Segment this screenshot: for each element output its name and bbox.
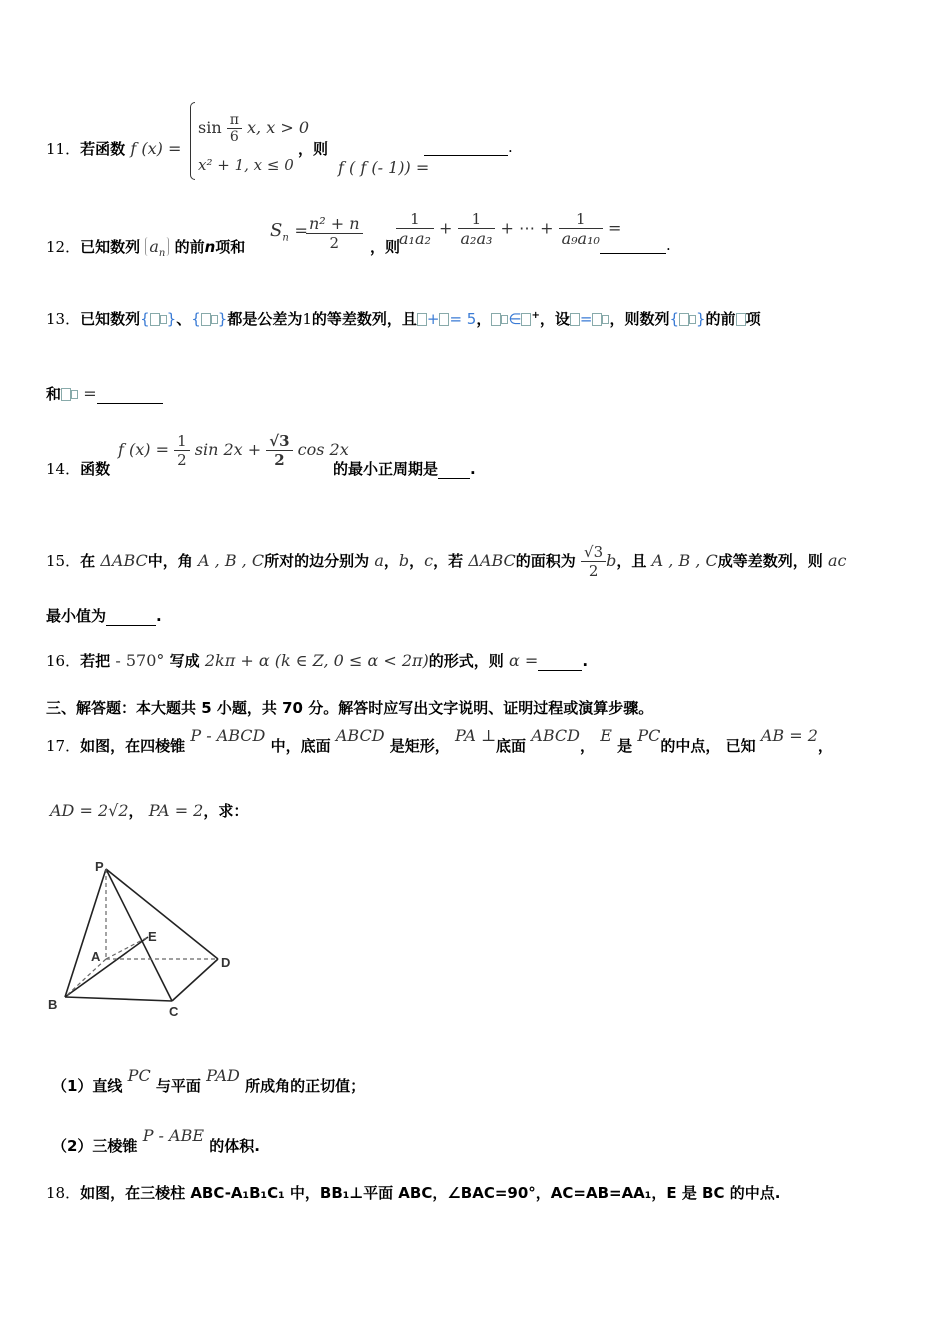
function-label: f (x) = <box>130 139 182 158</box>
section-header: 三、解答题：本大题共 5 小题，共 70 分。解答时应写出文字说明、证明过程或演算步骤。 <box>46 699 654 717</box>
label-E: E <box>148 929 157 944</box>
question-18: 18．如图，在三棱柱 ABC-A₁B₁C₁ 中，BB₁⊥平面 ABC，∠BAC=90°，AC=AB=AA₁，E 是 BC 的中点. <box>46 1184 781 1202</box>
piecewise-case-1: sin $\frac{\pi}{6}$ x, x > 0 <box>198 112 310 145</box>
question-17-part-1: （1）直线 PC 与平面 PAD 所成角的正切值； <box>52 1066 366 1095</box>
question-text: 已知数列 <box>80 238 141 256</box>
pyramid-figure <box>40 855 250 1020</box>
piecewise-brace <box>190 102 195 180</box>
question-text: 若函数 <box>80 140 126 158</box>
edge-PB <box>65 869 106 997</box>
question-number: 12． <box>46 238 81 256</box>
function-expression: f (x) = $\frac{1}{2}$ sin 2x + $\frac{√3}{2}$ cos 2x <box>118 432 349 469</box>
question-17: 17．如图，在四棱锥 P - ABCD 中，底面 ABCD 是矩形， PA ⊥底面 ABCD， E 是 PC的中点， 已知 AB = 2， <box>46 726 833 755</box>
label-P: P <box>95 859 104 874</box>
answer-blank: . <box>424 138 513 156</box>
question-16: 16．若把 - 570° 写成 2kπ + α (k ∈ Z, 0 ≤ α < 2π)的形式，则 α = . <box>46 651 589 670</box>
question-17-part-2: （2）三棱锥 P - ABE 的体积. <box>52 1126 260 1155</box>
edge-PC <box>106 869 172 1001</box>
question-text: 的前 <box>174 238 205 256</box>
question-13: 13．已知数列{ }、{ }都是公差为1的等差数列，且 + = 5， ∈ +，设 = ，则数列{ }的前 项 <box>46 310 761 328</box>
question-text: 的最小正周期是 . <box>333 460 476 478</box>
question-12: 12．已知数列 $a_n$ 的前n项和 <box>46 237 246 260</box>
question-15: 15．在 ΔABC中，角 A , B , C所对的边分别为 a，b，c，若 ΔABC的面积为 $\frac{√3}{2}$ b，且 A , B , C成等差数列，则 ac <box>46 543 847 580</box>
label-A: A <box>91 949 101 964</box>
question-text: ，则 <box>370 238 401 256</box>
question-number: 11． <box>46 140 81 158</box>
piecewise-case-2: x² + 1, x ≤ 0 <box>198 156 294 174</box>
question-13-cont: 和 = <box>46 383 163 404</box>
label-D: D <box>221 955 231 970</box>
question-15-cont: 最小值为 . <box>46 607 162 625</box>
label-B: B <box>48 997 58 1012</box>
Sn-label: $S_n$ = <box>270 220 308 244</box>
Sn-fraction: $\frac{\text{n² + n}}{2}$ <box>306 214 363 252</box>
question-11 <box>46 138 181 159</box>
edge-PD <box>106 869 218 959</box>
answer-blank: . <box>600 236 671 254</box>
edge-BC <box>65 997 172 1001</box>
sum-expression: $\frac{1}{\text{a₁a₂}}$ + $\frac{1}{\text{a₂a₃}}$ + ⋯ + $\frac{1}{\text{a₉a₁₀}}$ = <box>396 210 621 248</box>
label-C: C <box>169 1004 179 1019</box>
question-17-cont: AD = 2√2， PA = 2，求： <box>50 801 249 820</box>
question-text: ，则 <box>298 140 329 158</box>
edge-CD <box>172 959 218 1001</box>
question-14: 14．函数 <box>46 460 111 478</box>
expression: f ( f (- 1)) = <box>338 158 430 177</box>
